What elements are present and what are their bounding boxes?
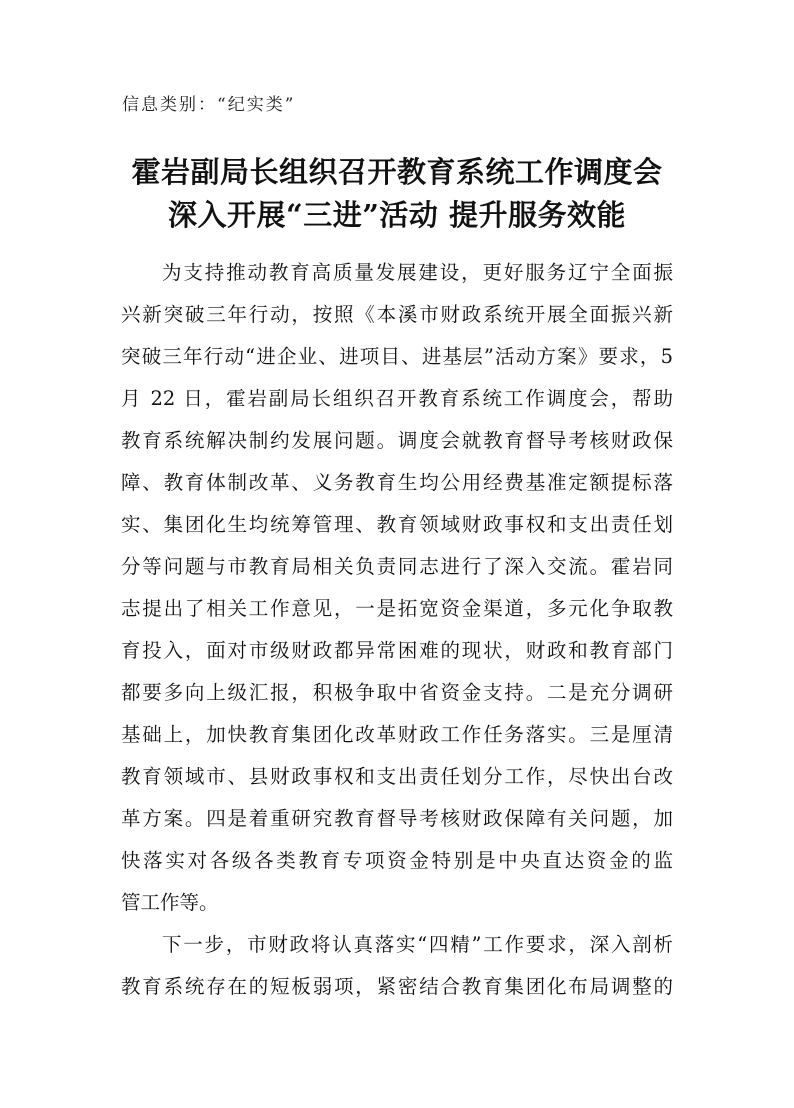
paragraph-line: 突破三年行动“进企业、进项目、进基层”活动方案》要求，5 [121,345,673,368]
paragraph-line: 下一步，市财政将认真落实“四精”工作要求，深入剖析 [162,933,673,956]
paragraph-line: 兴新突破三年行动，按照《本溪市财政系统开展全面振兴新 [121,303,673,326]
paragraph-line: 教育领域市、县财政事权和支出责任划分工作，尽快出台改 [121,765,673,788]
paragraph-line: 教育系统存在的短板弱项，紧密结合教育集团化布局调整的 [121,975,673,998]
paragraph-line: 为支持推动教育高质量发展建设，更好服务辽宁全面振 [162,261,673,284]
title-line-2: 深入开展“三进”活动 提升服务效能 [168,198,626,232]
paragraph-line: 障、教育体制改革、义务教育生均公用经费基准定额提标落 [121,471,673,494]
info-category: 信息类别：“纪实类” [122,95,296,115]
paragraph-line: 基础上，加快教育集团化改革财政工作任务落实。三是厘清 [121,723,673,746]
paragraph-line: 都要多向上级汇报，积极争取中省资金支持。二是充分调研 [121,681,673,704]
paragraph-line: 志提出了相关工作意见，一是拓宽资金渠道，多元化争取教 [121,597,673,620]
paragraph-line: 革方案。四是着重研究教育督导考核财政保障有关问题，加 [121,807,673,830]
paragraph-line: 实、集团化生均统筹管理、教育领域财政事权和支出责任划 [121,513,673,536]
paragraph-line: 管工作等。 [121,891,219,914]
paragraph-line: 分等问题与市教育局相关负责同志进行了深入交流。霍岩同 [121,555,673,578]
paragraph-line: 快落实对各级各类教育专项资金特别是中央直达资金的监 [121,849,673,872]
paragraph-line: 教育系统解决制约发展问题。调度会就教育督导考核财政保 [121,429,673,452]
title-line-1: 霍岩副局长组织召开教育系统工作调度会 [131,155,663,189]
paragraph-line: 月 22 日，霍岩副局长组织召开教育系统工作调度会，帮助 [121,387,673,410]
paragraph-line: 育投入，面对市级财政都异常困难的现状，财政和教育部门 [121,639,673,662]
